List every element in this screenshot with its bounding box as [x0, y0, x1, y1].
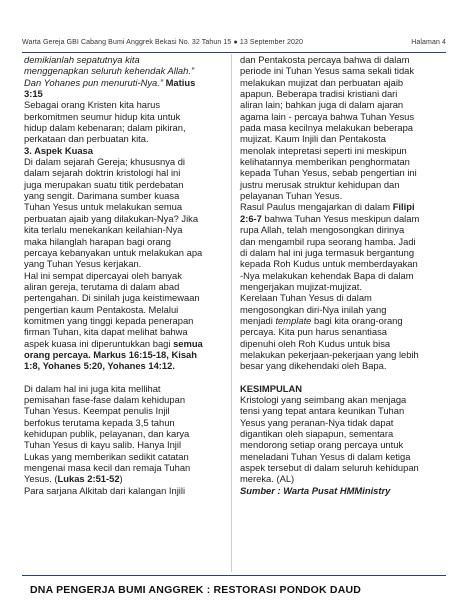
page-number: Halaman 4 [411, 39, 446, 46]
left-column [24, 54, 226, 496]
text-line: aspek tersebut di dalam seluruh kehidupan [240, 462, 419, 474]
text-line: periode ini Tuhan Yesus sama sekali tidak [240, 65, 415, 77]
text-line: mujizat. Kaum Injili dan Pentakosta [240, 133, 386, 145]
text-line: Tuhan Yesus di kayu salib. Hanya Injil [24, 439, 182, 451]
text-line: tensi yang tepat antara keunikan Tuhan [240, 405, 405, 417]
text-line: pelayanan Tuhan Yesus. [240, 190, 343, 202]
text-line: orang percaya. Markus 16:15-18, Kisah [24, 348, 197, 360]
header-title: Warta Gereja GBI Cabang Bumi Anggrek Bekasi No. 32 Tahun 15 ● 13 September 2020 [22, 39, 304, 46]
text-line: perbuatan ajaib yang dilakukan-Nya? Jika [24, 212, 199, 224]
text-line: maka hilanglah harapan bagi orang [24, 235, 171, 247]
text-line: dalam sejarah doktrin kristologi hal ini [24, 167, 181, 179]
column-divider [231, 54, 232, 572]
text-line: justru merusak struktur kehidupan dan [240, 178, 400, 190]
text-line: melakukan pekerjaan-pekerjaan yang lebih [240, 348, 419, 360]
text-line: mendorong setiap orang percaya untuk [240, 439, 404, 451]
text-line: kita terlalu menekankan keilahian-Nya [24, 224, 183, 236]
text-line: kepada Tuhan Yesus, sebab pengertian ini [240, 167, 417, 179]
text-line: digantikan oleh siapapun, sementara [240, 428, 394, 439]
scripture-reference: 3:15 [24, 88, 43, 100]
footer-banner: DNA PENGERJA BUMI ANGGREK : RESTORASI PONDOK DAUD [30, 584, 362, 596]
text-line: kelihatannya memberikan penghormatan [240, 156, 410, 168]
text-line: 1:8, Yohanes 5:20, Yohanes 14:12. [24, 360, 175, 372]
quote-line: menggenapkan seluruh kehendak Allah.” [24, 65, 195, 77]
text-line: firman Tuhan, kita dapat melihat bahwa [24, 326, 188, 338]
text-line: -Nya melakukan kehendak Bapa di dalam [240, 269, 414, 281]
text-line: Rasul Paulus mengajarkan di dalam Filipi [240, 201, 415, 213]
text-line: berfokus terutama kepada 3,5 tahun [24, 416, 175, 428]
text-line: berkomitmen seumur hidup kita untuk [24, 110, 181, 122]
text-line: 2:6-7 bahwa Tuhan Yesus meskipun dalam [240, 212, 420, 224]
text-line: Kerelaan Tuhan Yesus di dalam [240, 292, 372, 304]
paragraph-gap [24, 372, 226, 383]
text-line: melakukan mujizat dan perbuatan ajaib [240, 76, 404, 88]
text-line: yang Tuhan Yesus kerjakan. [24, 258, 142, 270]
newsletter-header [22, 36, 446, 50]
text-line: aspek kuasa ini diperuntukkan bagi semua [24, 337, 203, 349]
text-line: mereka. (AL) [240, 473, 295, 485]
section-heading: KESIMPULAN [240, 382, 302, 394]
text-line: kepada Roh Kudus untuk memberdayakan [240, 258, 418, 270]
text-line: hidup dalam kebenaran; dalam pikiran, [24, 122, 186, 134]
text-line: apapun. Beberapa tradisi kristiani dari [240, 88, 398, 100]
text-line: pada masa kecilnya melakukan beberapa [240, 122, 414, 134]
text-line: aliran gereja, terutama di dalam abad [24, 280, 180, 292]
scripture-reference: Filipi [392, 201, 415, 213]
text-line: mengosongkan diri-Nya inilah yang [240, 303, 387, 315]
quote-line: Dan Yohanes pun menuruti-Nya.” Matius [24, 76, 196, 88]
text-line: perkataan dan perbuatan kita. [24, 133, 149, 145]
text-line: menjadi template bagi kita orang-orang [240, 314, 403, 326]
text-line: Yesus yang peranan-Nya tidak dapat [240, 416, 394, 428]
text-line: dipenuhi oleh Roh Kudus untuk bisa [240, 337, 391, 349]
text-line: juga merupakan suatu titik perdebatan [24, 178, 184, 190]
text-line: agama lain - percaya bahwa Tuhan Yesus [240, 110, 415, 122]
text-line: mengerjakan mujizat-mujizat. [240, 280, 362, 292]
text-line: pertengahan. Di sinilah juga keistimewaan [24, 292, 200, 304]
text-line: aliran lain; bahkan juga di dalam ajaran [240, 99, 404, 111]
text-line: di dalam hal ini juga termasuk bergantung [240, 246, 415, 258]
paragraph-gap [240, 372, 442, 383]
text-line: Tuhan Yesus untuk melakukan semua [24, 201, 183, 213]
text-line: Yesus. (Lukas 2:51-52) [24, 473, 123, 485]
text-line: besar yang dikehendaki oleh Bapa. [240, 360, 387, 372]
header-rule [22, 52, 446, 53]
text-line: percaya kebanyakan untuk melakukan apa [24, 246, 203, 258]
text-line: yang sengit. Darimana sumber kuasa [24, 190, 180, 202]
text-line: rupa Allah, telah mengosongkan dirinya [240, 224, 405, 236]
scripture-reference: Matius [165, 76, 196, 88]
text-line: meneladani Tuhan Yesus di dalam ketiga [240, 450, 411, 462]
section-heading: 3. Aspek Kuasa [24, 144, 93, 156]
source-credit: Sumber : Warta Pusat HMMinistry [240, 484, 391, 496]
text-line: pengertian kaum Pentakosta. Melalui [24, 303, 179, 315]
quote-line: demikianlah sepatutnya kita [24, 54, 140, 65]
text-line: menolak intepretasi seperti ini meskipun [240, 144, 407, 156]
text-line: Kristologi yang seimbang akan menjaga [240, 393, 407, 405]
text-line: Sebagai orang Kristen kita harus [24, 99, 161, 111]
text-line: Di dalam sejarah Gereja; khususnya di [24, 156, 186, 168]
text-line: percaya. Kita pun harus senantiasa [240, 326, 387, 338]
text-line: dan mengambil rupa seorang hamba. Jadi [240, 235, 416, 247]
text-line: Di dalam hal ini juga kita mellihat [24, 382, 161, 394]
footer-rule [22, 575, 446, 576]
text-line: mengenai masa kecil dan remaja Tuhan [24, 462, 191, 474]
text-line: Para sarjana Alkitab dari kalangan Injili [24, 484, 186, 496]
text-line: pemisahan fase-fase dalam kehidupan [24, 393, 186, 405]
scripture-reference: 2:6-7 [240, 212, 262, 224]
text-line: kehidupan publik, pelayanan, dan karya [24, 428, 190, 439]
text-line: Hal ini sempat dipercayai oleh banyak [24, 269, 182, 281]
text-line: dan Pentakosta percaya bahwa di dalam [240, 54, 410, 65]
right-column [240, 54, 442, 496]
text-line: Tuhan Yesus. Keempat penulis Injil [24, 405, 170, 417]
text-line: komitmen yang tinggi kepada penerapan [24, 314, 194, 326]
text-line: Lukas yang memberikan sedikit catatan [24, 450, 189, 462]
